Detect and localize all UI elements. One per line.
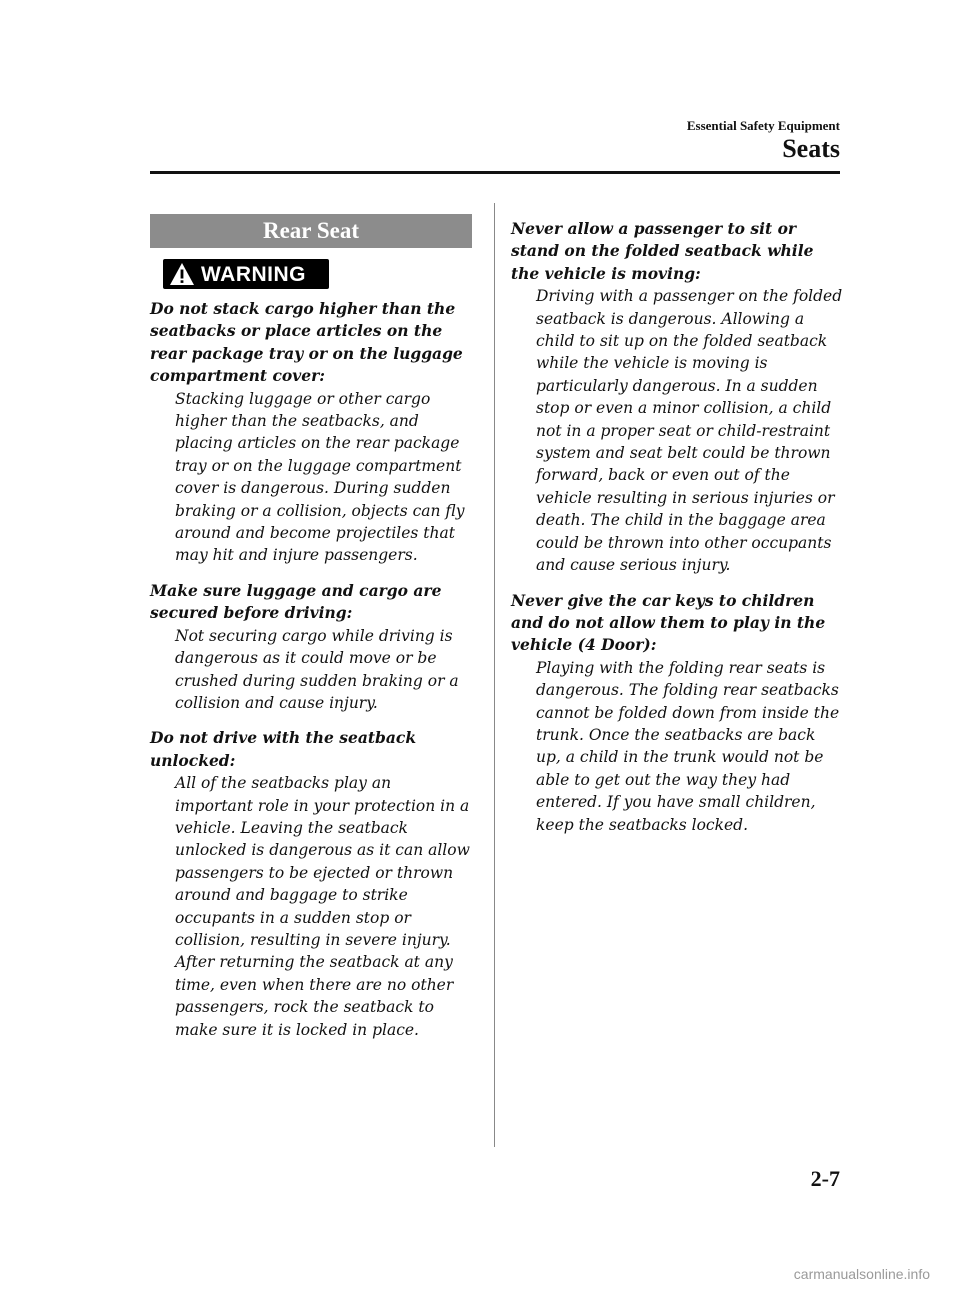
warning-triangle-icon [169, 262, 195, 286]
page-number: 2-7 [810, 1166, 840, 1191]
watermark-text: carmanualsonline.info [793, 1266, 930, 1282]
warning-item [150, 580, 472, 714]
warning-item-title: Do not stack cargo higher than the seatbacks or place articles on the rear package tray or on the luggage compartment cover: [150, 299, 463, 386]
header-chapter-title: Seats [782, 134, 840, 163]
warning-label: WARNING [201, 263, 306, 286]
warning-item-title: Never give the car keys to children and do not allow them to play in the vehicle (4 Door): [511, 590, 826, 655]
warning-item-body: Playing with the folding rear seats is dangerous. The folding rear seatbacks cannot be folded down from inside the trunk. Once the seatbacks are back up, a child in the trunk would not be able to get out the way they had entered. If you have small children, keep the seatbacks locked. [536, 658, 840, 834]
warning-item-body: Stacking luggage or other cargo higher than the seatbacks, and placing articles on the rear package tray or on the luggage compartment cover is dangerous. During sudden braking or a collision, objects can fly around and become projectiles that may hit and injure passengers. [175, 389, 465, 565]
warning-item [511, 590, 843, 836]
warning-item-body: Not securing cargo while driving is dangerous as it could move or be crushed during sudden braking or a collision and cause injury. [175, 626, 459, 712]
right-column [511, 218, 843, 849]
section-title-banner: Rear Seat [150, 214, 472, 248]
warning-item [150, 727, 472, 1041]
warning-badge [163, 259, 329, 289]
header-section-title: Essential Safety Equipment [686, 118, 840, 133]
left-column [150, 298, 472, 1054]
warning-item [511, 218, 843, 577]
warning-item-body: Driving with a passenger on the folded seatback is dangerous. Allowing a child to sit up on the folded seatback while the vehicle is moving is particularly dangerous. In a sudden stop or even a minor collision, a child not in a proper seat or child-restraint system and seat belt could be thrown forward, back or even out of the vehicle resulting in serious injuries or death. The child in the baggage area could be thrown into other occupants and cause serious injury. [536, 287, 843, 575]
header-rule [150, 171, 840, 174]
warning-item [150, 298, 472, 567]
warning-item-title: Make sure luggage and cargo are secured before driving: [150, 580, 442, 623]
column-divider [494, 203, 495, 1147]
warning-item-title: Never allow a passenger to sit or stand on the folded seatback while the vehicle is moving: [511, 219, 814, 283]
warning-item-title: Do not drive with the seatback unlocked: [150, 728, 417, 770]
warning-item-body: All of the seatbacks play an important role in your protection in a vehicle. Leaving the seatback unlocked is dangerous as it can allow passengers to be ejected or thrown around and baggage to strike occupants in a sudden stop or collision, resulting in severe injury. After returning the seatback at any time, even when there are no other passengers, rock the seatback to make sure it is locked in place. [175, 774, 470, 1039]
